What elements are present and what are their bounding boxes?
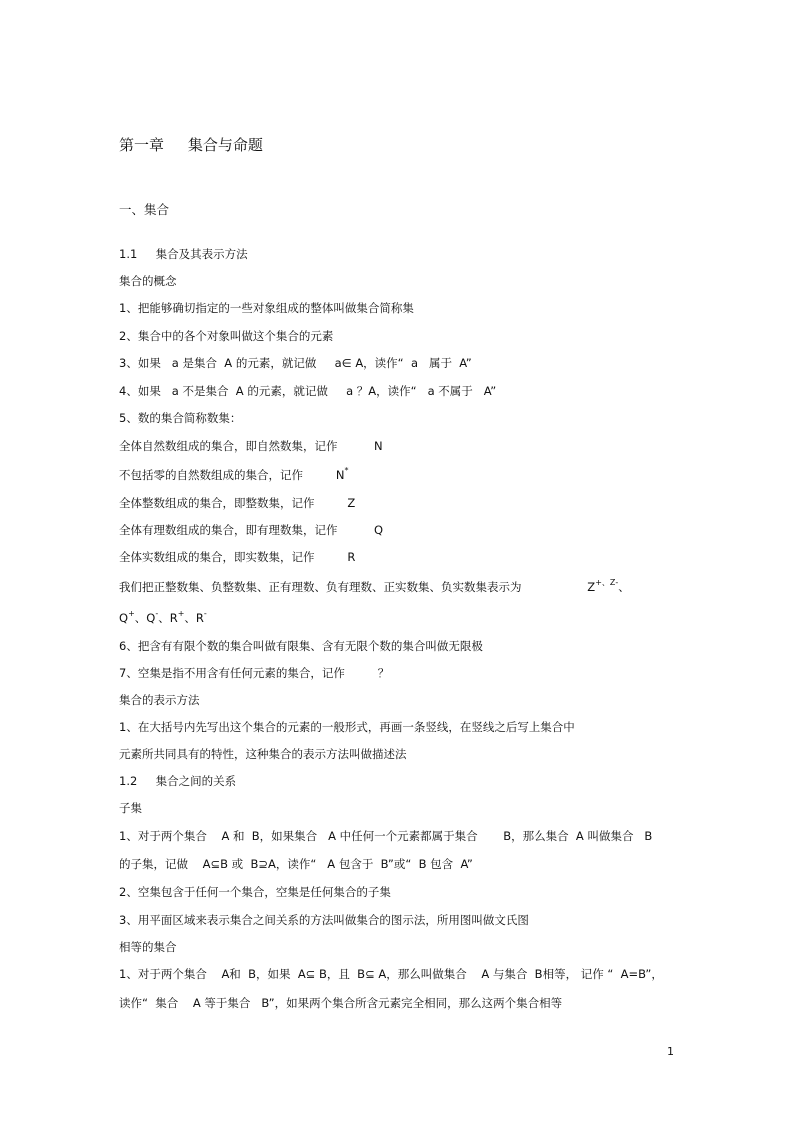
text-span: 不包括零的自然数组成的集合，记作 N [119, 468, 345, 482]
text-span: 、R [158, 611, 178, 625]
text-line: 集合的表示方法 [119, 693, 200, 707]
text-line: 5、数的集合简称数集： [119, 411, 242, 425]
text-line [119, 610, 207, 626]
text-line: 全体整数组成的集合，即整数集，记作 Z [119, 496, 356, 510]
text-line: 读作“ 集合 A 等于集合 B”，如果两个集合所含元素完全相同，那么这两个集合相等 [119, 996, 563, 1010]
text-line: 1、把能够确切指定的一些对象组成的整体叫做集合简称集 [119, 301, 414, 315]
text-line: 1、对于两个集合 A 和 B，如果集合 A 中任何一个元素都属于集合 B，那么集合 A 叫做集合 B [119, 829, 653, 843]
text-line: 4、如果 a 不是集合 A 的元素，就记做 a ？A，读作“ a 不属于 A” [119, 384, 497, 398]
text-span: 、Q [134, 611, 156, 625]
text-line: 相等的集合 [119, 940, 177, 954]
chapter-title: 第一章 集合与命题 [119, 136, 263, 154]
text-line: 2、集合中的各个对象叫做这个集合的元素 [119, 329, 334, 343]
text-line: 3、用平面区域来表示集合之间关系的方法叫做集合的图示法，所用图叫做文氏图 [119, 913, 529, 927]
superscript: + [128, 609, 135, 618]
text-line: 2、空集包含于任何一个集合，空集是任何集合的子集 [119, 885, 391, 899]
text-line: 全体实数组成的集合，即实数集，记作 R [119, 550, 356, 564]
subsection-heading: 1.2 集合之间的关系 [119, 774, 237, 788]
text-span: 我们把正整数集、负整数集、正有理数、负有理数、正实数集、负实数集表示为 Z [119, 580, 596, 594]
text-line: 全体自然数组成的集合，即自然数集，记作 N [119, 439, 383, 453]
text-span: 、R [184, 611, 204, 625]
section-title: 一、集合 [119, 202, 170, 217]
superscript: - [615, 578, 619, 587]
subsection-heading: 1.1 集合及其表示方法 [119, 247, 248, 261]
text-span: Q [119, 611, 129, 625]
text-line: 6、把含有有限个数的集合叫做有限集、含有无限个数的集合叫做无限极 [119, 639, 483, 653]
text-line: 的子集，记做 A⊆B 或 B⊇A，读作“ A 包含于 B”或“ B 包含 A” [119, 857, 473, 871]
text-line: 7、空集是指不用含有任何元素的集合，记作 ？ [119, 666, 390, 680]
text-span: 、 [618, 580, 630, 594]
text-line: 1、对于两个集合 A和 B，如果 A⊆ B，且 B⊆ A，那么叫做集合 A 与集合 B相等， 记作 “ A=B”， [119, 967, 663, 981]
superscript: * [344, 466, 349, 475]
page-number: 1 [667, 1045, 674, 1058]
superscript: +、Z [595, 578, 616, 587]
superscript: - [155, 609, 159, 618]
text-line: 全体有理数组成的集合，即有理数集，记作 Q [119, 523, 384, 537]
text-line: 子集 [119, 801, 142, 815]
text-line [119, 467, 349, 483]
superscript: + [177, 609, 185, 618]
text-line: 3、如果 a 是集合 A 的元素，就记做 a∈ A，读作“ a 属于 A” [119, 356, 472, 370]
text-line [119, 579, 630, 595]
superscript: - [203, 609, 207, 618]
text-line: 集合的概念 [119, 274, 177, 288]
text-line: 1、在大括号内先写出这个集合的元素的一般形式，再画一条竖线，在竖线之后写上集合中 [119, 720, 575, 734]
text-line: 元素所共同具有的特性，这种集合的表示方法叫做描述法 [119, 747, 407, 761]
